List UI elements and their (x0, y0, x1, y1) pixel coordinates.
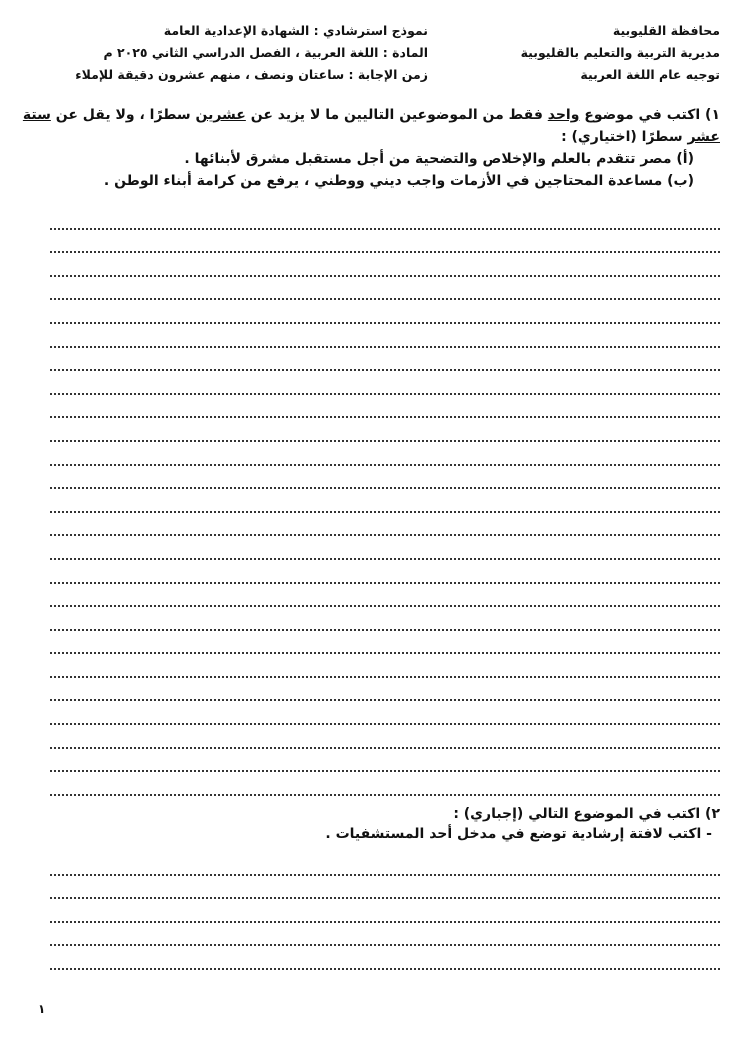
answer-line[interactable] (50, 324, 720, 348)
option-a: (أ) مصر تتقدم بالعلم والإخلاص والتضحية من أجل مستقبل مشرق لأبنائها . (184, 151, 694, 167)
answer-line[interactable] (50, 631, 720, 655)
answer-area-1[interactable] (50, 206, 720, 796)
exam-duration: زمن الإجابة : ساعتان ونصف ، منهم عشرون دقيقة للإملاء (75, 67, 428, 82)
answer-line[interactable] (50, 946, 720, 970)
answer-line[interactable] (50, 701, 720, 725)
answer-line[interactable] (50, 678, 720, 702)
option-b: (ب) مساعدة المحتاجين في الأزمات واجب ديني ووطني ، يرفع من كرامة أبناء الوطن . (103, 173, 694, 189)
answer-line[interactable] (50, 899, 720, 923)
question-2 (20, 804, 720, 844)
governorate-name: محافظة القليوبية (612, 23, 720, 38)
answer-line[interactable] (50, 560, 720, 584)
answer-line[interactable] (50, 654, 720, 678)
question-2-task: - اكتب لافتة إرشادية توضع في مدخل أحد المستشفيات . (325, 826, 712, 842)
question-2-title: ٢) اكتب في الموضوع التالي (إجباري) : (453, 806, 720, 822)
answer-line[interactable] (50, 253, 720, 277)
answer-area-2[interactable] (50, 852, 720, 970)
header-directorate (420, 20, 720, 86)
answer-line[interactable] (50, 923, 720, 947)
answer-line[interactable] (50, 749, 720, 773)
answer-line[interactable] (50, 536, 720, 560)
answer-line[interactable] (50, 300, 720, 324)
answer-line[interactable] (50, 852, 720, 876)
answer-line[interactable] (50, 607, 720, 631)
answer-line[interactable] (50, 418, 720, 442)
question-1-line-1: ١) اكتب في موضوع واحد فقط من الموضوعين التاليين ما لا يزيد عن عشرين سطرًا ، ولا يقل عن ستة (22, 107, 720, 123)
answer-line[interactable] (50, 230, 720, 254)
answer-line[interactable] (50, 466, 720, 490)
answer-line[interactable] (50, 725, 720, 749)
answer-line[interactable] (50, 513, 720, 537)
header-exam-info (38, 20, 428, 86)
answer-line[interactable] (50, 489, 720, 513)
answer-line[interactable] (50, 876, 720, 900)
exam-subject: المادة : اللغة العربية ، الفصل الدراسي الثاني ٢٠٢٥ م (103, 45, 428, 60)
answer-line[interactable] (50, 442, 720, 466)
page-number: ١ (38, 1002, 46, 1016)
question-1-line-2: عشر سطرًا (اختياري) : (561, 129, 720, 145)
answer-line[interactable] (50, 395, 720, 419)
supervision-name: توجيه عام اللغة العربية (580, 67, 720, 82)
answer-line[interactable] (50, 206, 720, 230)
answer-line[interactable] (50, 371, 720, 395)
question-1 (20, 104, 720, 192)
answer-line[interactable] (50, 348, 720, 372)
exam-model: نموذج استرشادي : الشهادة الإعدادية العامة (163, 23, 428, 38)
answer-line[interactable] (50, 772, 720, 796)
answer-line[interactable] (50, 584, 720, 608)
directorate-name: مديرية التربية والتعليم بالقليوبية (520, 45, 720, 60)
answer-line[interactable] (50, 277, 720, 301)
